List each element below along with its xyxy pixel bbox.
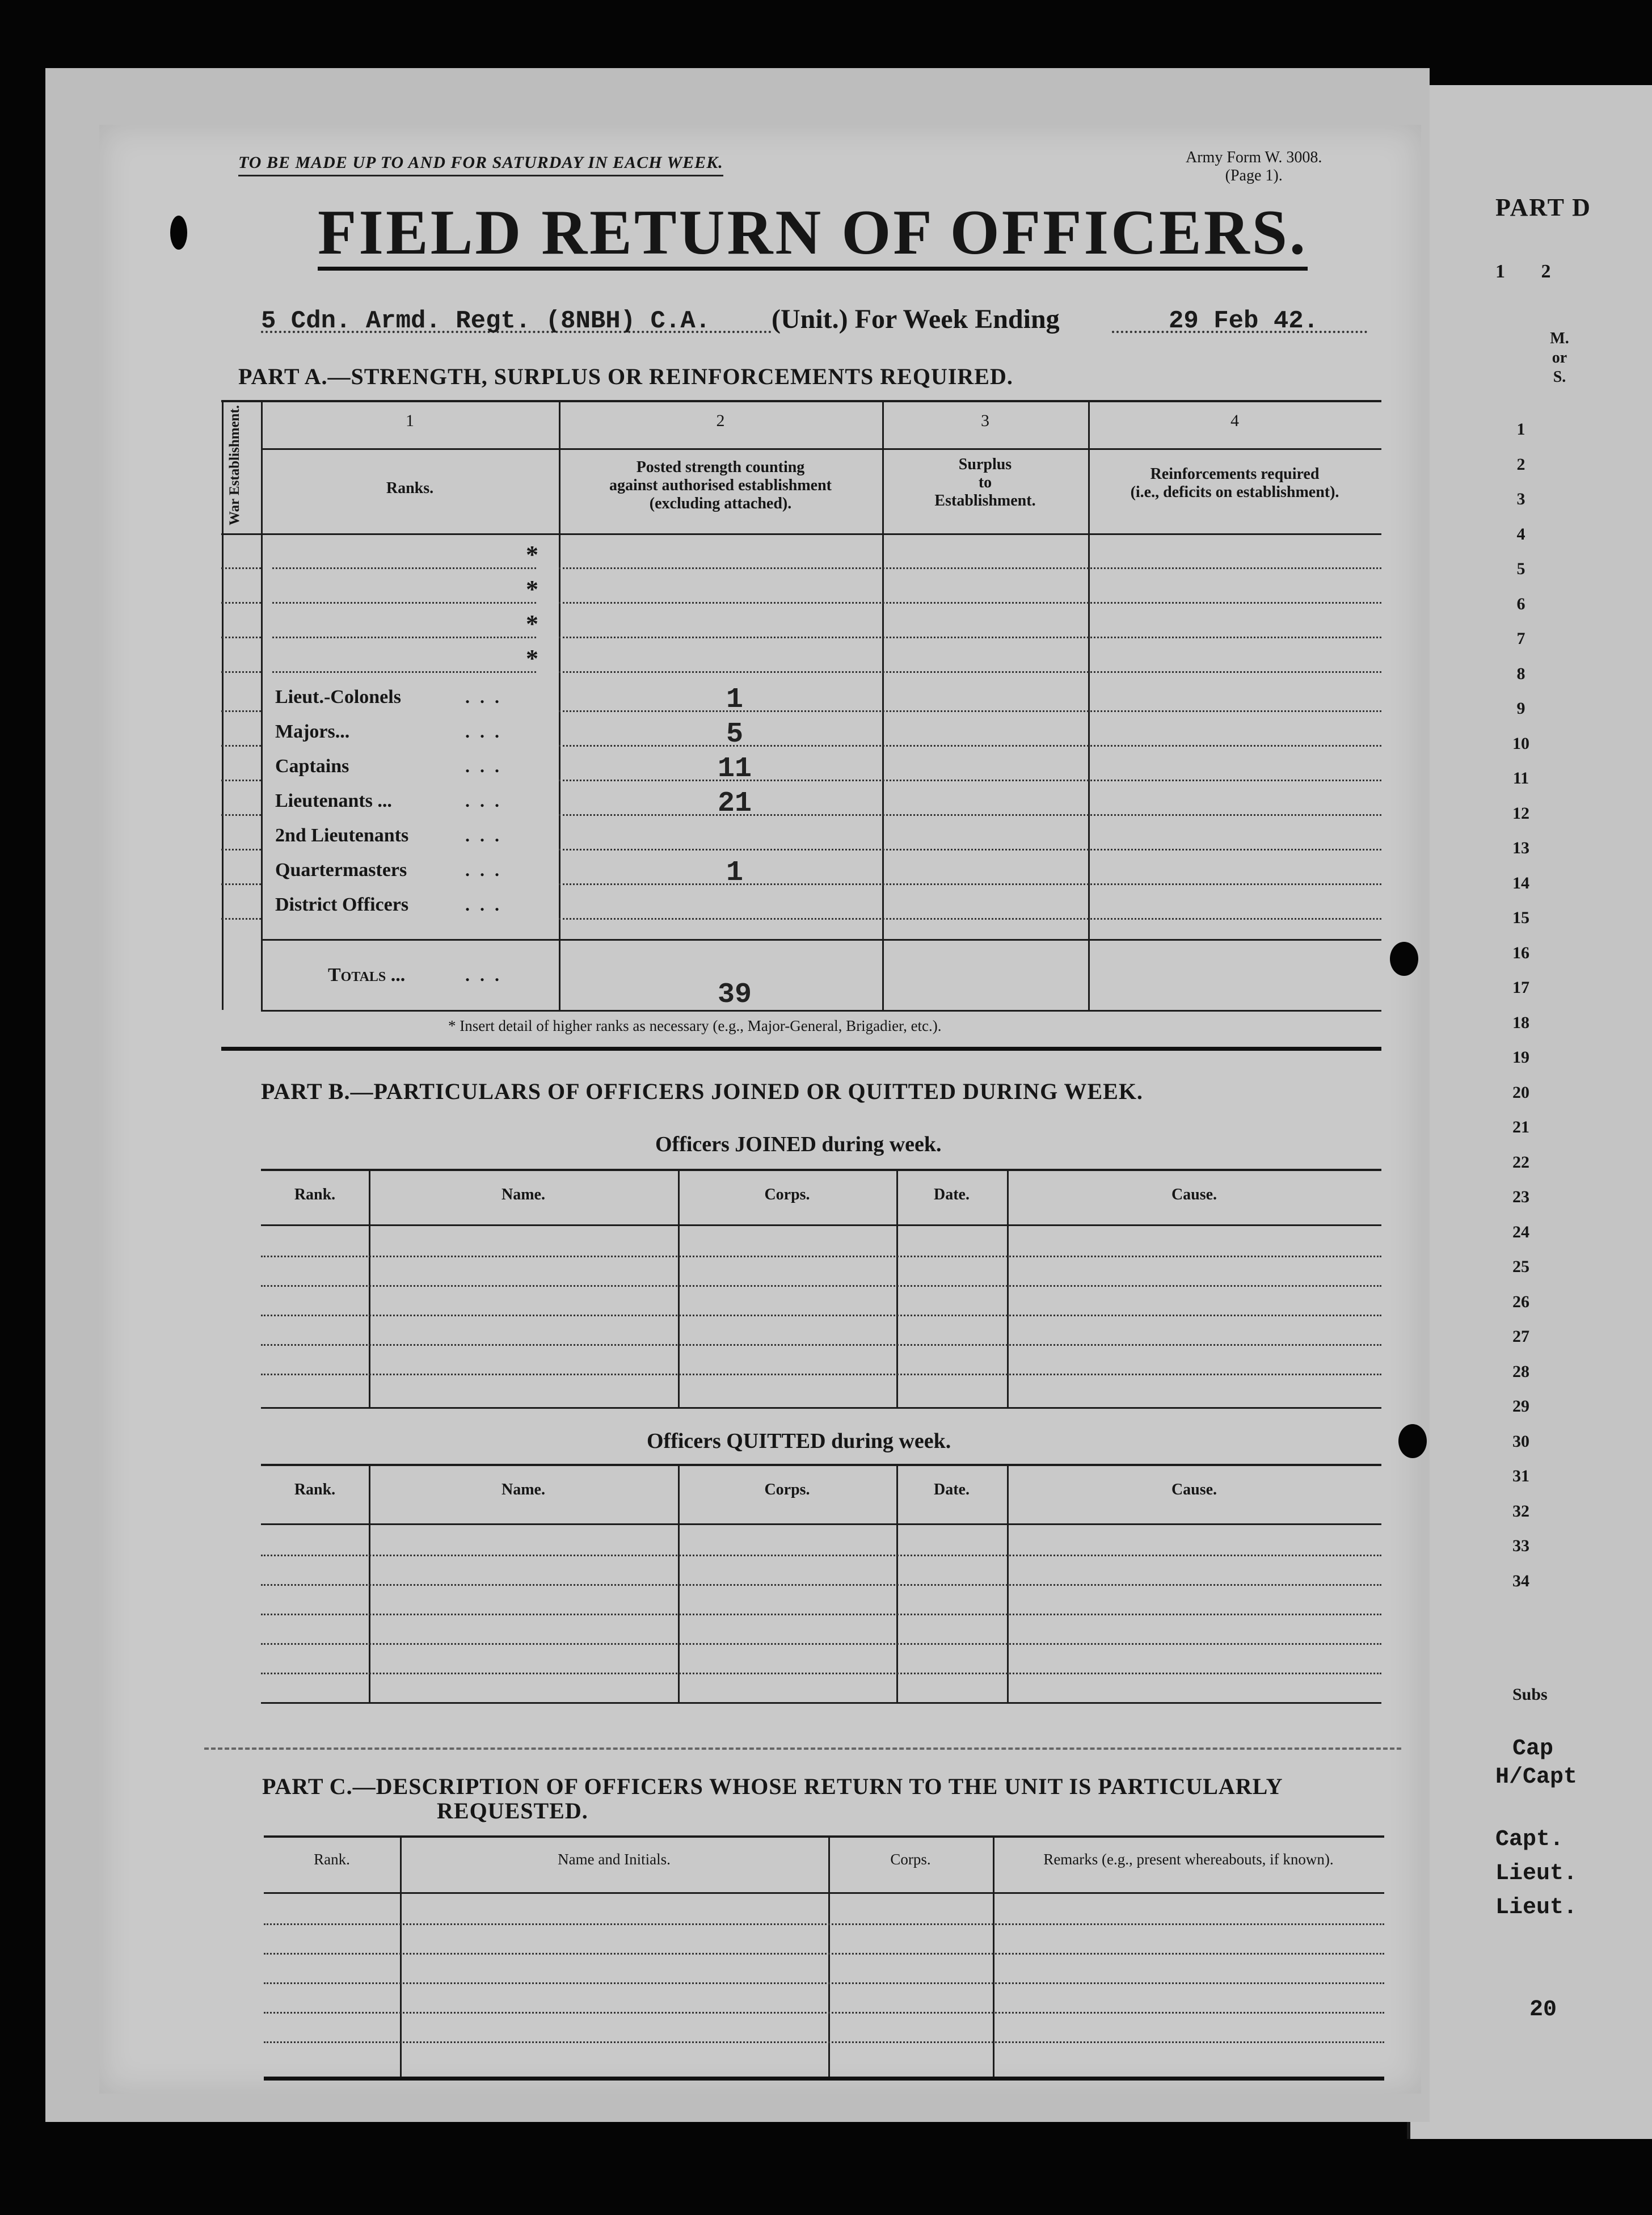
row-dotted-line (221, 710, 261, 712)
surplus-header-line: to (978, 474, 992, 491)
quitted-table-column-rule (369, 1464, 370, 1702)
part-c-row-line (264, 2012, 1384, 2014)
adjacent-row-number: 20 (1512, 1083, 1529, 1102)
higher-rank-star: * (526, 610, 538, 638)
joined-table-row-line (261, 1256, 1381, 1257)
adjacent-row-number: 31 (1512, 1467, 1529, 1485)
row-dotted-line (221, 849, 261, 850)
adjacent-sub-1: M. (1550, 330, 1569, 347)
rank-leader-dots: ... (465, 756, 509, 776)
ranks-header: Ranks. (386, 479, 434, 497)
adjacent-row-number: 8 (1516, 664, 1525, 683)
reinforcements-header-line: (i.e., deficits on establishment). (1130, 483, 1339, 501)
adjacent-row-number: 27 (1512, 1327, 1529, 1346)
row-dotted-line (559, 918, 1381, 920)
row-dotted-line (221, 637, 261, 638)
row-dotted-line (272, 567, 536, 569)
quitted-table-column-rule (1007, 1464, 1009, 1702)
rank-label: Captains (275, 756, 349, 777)
part-c-row-line (264, 2041, 1384, 2043)
row-dotted-line (221, 745, 261, 747)
quitted-table-column-header: Cause. (1171, 1481, 1217, 1498)
joined-table-column-rule (369, 1169, 370, 1407)
adjacent-row-number: 12 (1512, 803, 1529, 823)
adjacent-row-number: 5 (1516, 559, 1525, 578)
part-a-bottom-rule (261, 1010, 1381, 1012)
posted-strength-value: 1 (726, 857, 743, 889)
adjacent-row-number: 26 (1512, 1292, 1529, 1311)
part-a-top-rule (221, 400, 1381, 402)
posted-strength-header-line: against authorised establishment (609, 477, 832, 494)
row-dotted-line (221, 780, 261, 781)
quitted-table-header-rule (261, 1523, 1381, 1525)
part-a-column-number: 1 (406, 411, 414, 430)
row-dotted-line (559, 602, 1381, 604)
war-establishment-header: War Establishment. (227, 405, 242, 526)
quitted-table-row-line (261, 1614, 1381, 1615)
adjacent-tail-4: Capt. (1495, 1827, 1564, 1852)
adjacent-row-number: 2 (1516, 454, 1525, 474)
row-dotted-line (272, 602, 536, 604)
form-reference (1186, 149, 1322, 185)
joined-title: Officers JOINED during week. (655, 1132, 942, 1156)
part-a-heading: PART A.—STRENGTH, SURPLUS OR REINFORCEMENTS REQUIRED. (238, 364, 1013, 389)
punch-hole (1398, 1424, 1427, 1458)
reinforcements-header (1088, 465, 1381, 502)
adjacent-tail-7: 20 (1529, 1997, 1557, 2023)
part-c-column-header: Name and Initials. (558, 1851, 671, 1868)
row-dotted-line (559, 849, 1381, 850)
posted-strength-header-line: (excluding attached). (649, 495, 792, 512)
joined-table-top-rule (261, 1169, 1381, 1171)
quitted-table-column-header: Corps. (764, 1481, 810, 1498)
punch-hole (1390, 942, 1418, 976)
rank-label: Lieutenants ... (275, 790, 392, 811)
part-a-header-rule (221, 533, 1381, 535)
adjacent-page-col-numbers (1495, 261, 1551, 283)
row-dotted-line (221, 602, 261, 604)
part-c-column-rule (828, 1835, 830, 2077)
adjacent-row-number: 30 (1512, 1431, 1529, 1451)
adjacent-row-number: 14 (1512, 873, 1529, 892)
joined-table-column-header: Date. (934, 1186, 970, 1203)
row-dotted-line (559, 637, 1381, 638)
adjacent-page-edge (1407, 85, 1652, 2139)
part-c-row-line (264, 1982, 1384, 1984)
rank-label: Lieut.-Colonels (275, 687, 401, 708)
row-dotted-line (559, 710, 1381, 712)
quitted-table-bottom-rule (261, 1702, 1381, 1704)
rank-leader-dots: ... (465, 894, 509, 915)
part-c-column-header: Rank. (314, 1851, 350, 1868)
adjacent-row-number: 24 (1512, 1222, 1529, 1241)
posted-strength-value: 1 (726, 684, 743, 716)
joined-table-column-header: Rank. (294, 1186, 336, 1203)
part-b-heading: PART B.—PARTICULARS OF OFFICERS JOINED OR QUITTED DURING WEEK. (261, 1079, 1143, 1104)
part-c-heading-1: PART C.—DESCRIPTION OF OFFICERS WHOSE RETURN TO THE UNIT IS PARTICULARLY (262, 1774, 1283, 1799)
adjacent-row-number: 32 (1512, 1501, 1529, 1521)
joined-table-bottom-rule (261, 1407, 1381, 1409)
adjacent-row-number: 11 (1512, 769, 1529, 788)
adjacent-row-number: 19 (1512, 1048, 1529, 1067)
posted-strength-header-line: Posted strength counting (636, 458, 805, 476)
row-dotted-line (221, 918, 261, 920)
adjacent-tail-5: Lieut. (1495, 1861, 1578, 1886)
joined-table-column-rule (678, 1169, 680, 1407)
adjacent-tail-2: Cap (1512, 1736, 1554, 1762)
quitted-table-column-rule (678, 1464, 680, 1702)
rank-leader-dots: ... (465, 790, 509, 811)
joined-table-header-rule (261, 1224, 1381, 1226)
adjacent-row-number: 23 (1512, 1187, 1529, 1206)
quitted-table-row-line (261, 1673, 1381, 1674)
unit-line (261, 304, 1367, 338)
quitted-table-column-header: Rank. (294, 1481, 336, 1498)
adjacent-row-number: 25 (1512, 1257, 1529, 1276)
part-c-bottom-rule (264, 2077, 1384, 2081)
adjacent-row-number: 13 (1512, 839, 1529, 857)
part-c-top-rule (264, 1835, 1384, 1838)
part-a-footnote: * Insert detail of higher ranks as necessary (e.g., Major-General, Brigadier, etc.). (448, 1017, 942, 1034)
joined-table-row-line (261, 1344, 1381, 1346)
row-dotted-line (559, 567, 1381, 569)
rank-leader-dots: ... (465, 687, 509, 707)
adjacent-row-number: 18 (1512, 1013, 1529, 1032)
adjacent-row-number: 34 (1512, 1571, 1529, 1590)
row-dotted-line (272, 671, 536, 673)
unit-typed-entry: 5 Cdn. Armd. Regt. (8NBH) C.A. (261, 307, 711, 335)
adjacent-tail-1: Subs (1512, 1685, 1548, 1704)
rank-label: 2nd Lieutenants (275, 825, 409, 846)
adjacent-tail-3: H/Capt (1495, 1765, 1578, 1790)
adjacent-row-number: 16 (1512, 943, 1529, 962)
totals-value: 39 (717, 979, 752, 1011)
row-dotted-line (559, 883, 1381, 885)
adjacent-row-number: 7 (1516, 629, 1525, 648)
part-a-column-number: 3 (981, 411, 989, 430)
adjacent-row-number: 21 (1512, 1118, 1529, 1136)
rank-label: District Officers (275, 894, 409, 915)
adjacent-row-number: 10 (1512, 734, 1529, 753)
posted-strength-header (559, 458, 882, 513)
joined-table-column-rule (896, 1169, 898, 1407)
adjacent-tail-6: Lieut. (1495, 1895, 1578, 1921)
punch-hole (170, 216, 187, 250)
posted-strength-value: 11 (717, 753, 752, 785)
part-a-column-number: 2 (716, 411, 725, 430)
row-dotted-line (559, 671, 1381, 673)
joined-table-column-header: Cause. (1171, 1186, 1217, 1203)
rank-leader-dots: ... (465, 721, 509, 742)
quitted-table-column-header: Date. (934, 1481, 970, 1498)
adjacent-sub-header (1545, 329, 1574, 387)
adjacent-sub-2: or (1552, 349, 1567, 367)
adjacent-row-number: 17 (1512, 978, 1529, 997)
adjacent-sub-3: S. (1553, 368, 1566, 386)
top-instruction: TO BE MADE UP TO AND FOR SATURDAY IN EACH WEEK. (238, 153, 723, 176)
part-c-divider (204, 1747, 1401, 1750)
quitted-title: Officers QUITTED during week. (647, 1429, 951, 1453)
quitted-table-column-header: Name. (502, 1481, 545, 1498)
part-c-column-rule (400, 1835, 402, 2077)
quitted-table-column-rule (896, 1464, 898, 1702)
joined-table-row-line (261, 1285, 1381, 1287)
adjacent-row-number: 15 (1512, 908, 1529, 927)
joined-table-row-line (261, 1374, 1381, 1375)
row-dotted-line (221, 671, 261, 673)
part-a-totals-rule (261, 939, 1381, 941)
adjacent-row-number: 9 (1516, 699, 1525, 718)
quitted-table-top-rule (261, 1464, 1381, 1466)
part-a-number-rule (261, 448, 1381, 450)
adjacent-col-1: 1 (1495, 261, 1505, 282)
totals-leader-dots: ... (465, 965, 509, 985)
adjacent-row-number: 1 (1516, 420, 1525, 439)
unit-label: (Unit.) For Week Ending (772, 304, 1060, 334)
row-dotted-line (559, 745, 1381, 747)
joined-table-row-line (261, 1315, 1381, 1316)
adjacent-row-number: 33 (1512, 1536, 1529, 1555)
adjacent-row-number: 29 (1512, 1397, 1529, 1416)
part-c-header-rule (264, 1892, 1384, 1894)
form-title: FIELD RETURN OF OFFICERS. (318, 199, 1308, 271)
adjacent-row-number: 4 (1516, 524, 1525, 544)
higher-rank-star: * (526, 645, 538, 672)
quitted-table-row-line (261, 1555, 1381, 1556)
adjacent-row-number: 3 (1516, 490, 1525, 508)
row-dotted-line (221, 883, 261, 885)
part-c-column-header: Remarks (e.g., present whereabouts, if known). (1043, 1851, 1334, 1868)
row-dotted-line (221, 814, 261, 816)
part-a-column-number: 4 (1230, 411, 1239, 430)
higher-rank-star: * (526, 575, 538, 603)
row-dotted-line (559, 814, 1381, 816)
adjacent-row-number: 22 (1512, 1152, 1529, 1172)
adjacent-row-number: 6 (1516, 594, 1525, 613)
form-reference-line-2: (Page 1). (1225, 167, 1283, 184)
week-ending-entry: 29 Feb 42. (1169, 307, 1319, 335)
part-c-column-header: Corps. (890, 1851, 931, 1868)
row-dotted-line (559, 780, 1381, 781)
row-dotted-line (221, 567, 261, 569)
joined-table-column-header: Corps. (764, 1186, 810, 1203)
adjacent-row-number: 28 (1512, 1362, 1529, 1381)
part-c-row-line (264, 1923, 1384, 1925)
surplus-header-line: Establishment. (934, 492, 1036, 509)
rank-leader-dots: ... (465, 825, 509, 845)
surplus-header (882, 456, 1088, 510)
part-c-heading-2: REQUESTED. (437, 1798, 588, 1824)
higher-rank-star: * (526, 541, 538, 569)
totals-label: Totals ... (328, 965, 406, 986)
part-b-top-rule (221, 1047, 1381, 1051)
joined-table-column-rule (1007, 1169, 1009, 1407)
posted-strength-value: 21 (717, 788, 752, 820)
joined-table-column-header: Name. (502, 1186, 545, 1203)
posted-strength-value: 5 (726, 718, 743, 751)
part-c-column-rule (993, 1835, 994, 2077)
quitted-table-row-line (261, 1584, 1381, 1586)
form-reference-line-1: Army Form W. 3008. (1186, 149, 1322, 166)
quitted-table-row-line (261, 1643, 1381, 1645)
part-c-row-line (264, 1953, 1384, 1955)
reinforcements-header-line: Reinforcements required (1150, 465, 1320, 483)
adjacent-col-2: 2 (1541, 261, 1551, 282)
surplus-header-line: Surplus (958, 456, 1012, 473)
row-dotted-line (272, 637, 536, 638)
rank-leader-dots: ... (465, 860, 509, 880)
rank-label: Quartermasters (275, 860, 407, 881)
rank-label: Majors... (275, 721, 350, 742)
adjacent-page-heading: PART D (1495, 193, 1591, 221)
